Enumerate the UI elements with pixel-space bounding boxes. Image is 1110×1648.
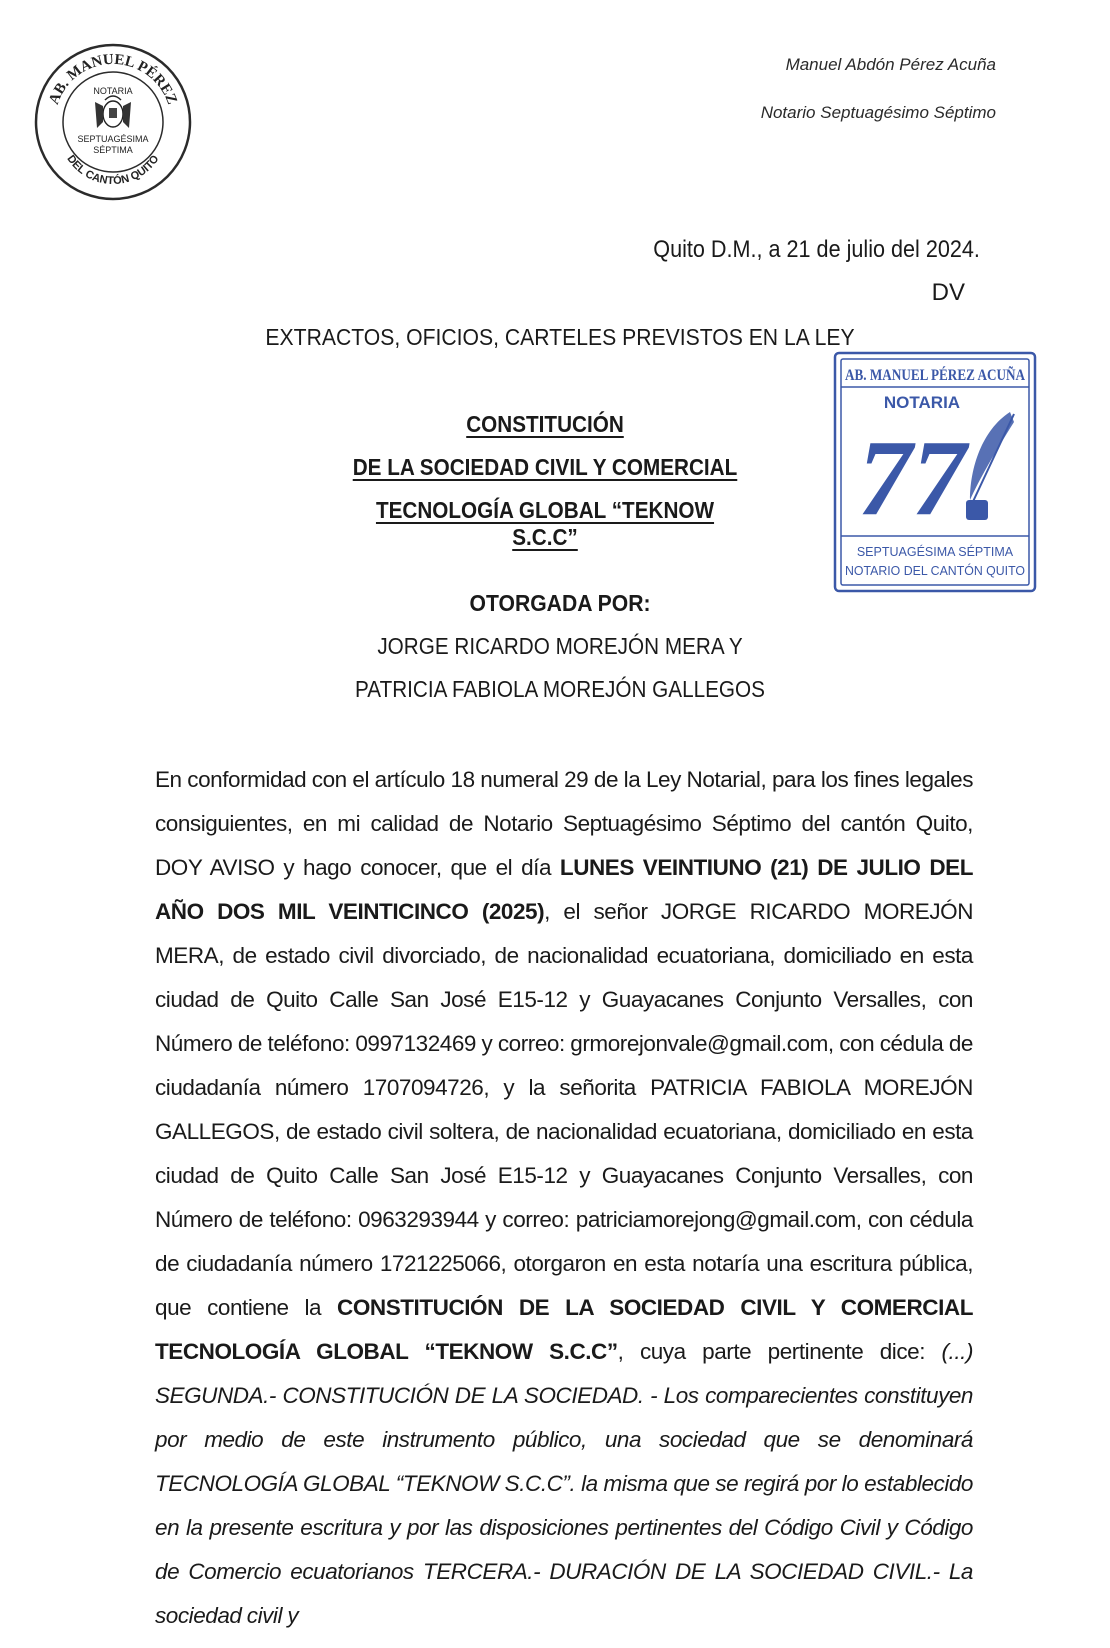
notary-role: Notario Septuagésimo Séptimo: [760, 103, 996, 122]
body-paragraph: [155, 758, 973, 1638]
body-text-2: , el señor JORGE RICARDO MOREJÓN MERA, de estado civil divorciado, de nacionalidad ecuatoriana, domiciliado en esta ciudad de Quito Calle San José E15-12 y Guayacanes Conjunto Versalles, con Número de teléfono: 0997132469 y correo: grmorejonvale@gmail.com, con cédula de ciudadanía número 1707094726, y la señorita PATRICIA FABIOLA MOREJÓN GALLEGOS, de estado civil soltera, de nacionalidad ecuatoriana, domiciliado en esta ciudad de Quito Calle San José E15-12 y Guayacanes Conjunto Versalles, con Número de teléfono: 0963293944 y correo: patriciamorejong@gmail.com, con cédula de ciudadanía número 1721225066, otorgaron en esta notaría una escritura pública, que contiene la: [155, 899, 973, 1320]
body-italic-clause: (...) SEGUNDA.- CONSTITUCIÓN DE LA SOCIEDAD. - Los comparecientes constituyen por medio de este instrumento público, una sociedad que se denominará TECNOLOGÍA GLOBAL “TEKNOW S.C.C”. la misma que se regirá por lo establecido en la presente escritura y por las disposiciones pertinentes del Código Civil y Código de Comercio ecuatorianos TERCERA.- DURACIÓN DE LA SOCIEDAD CIVIL.- La sociedad civil y: [155, 1339, 974, 1628]
body-text-1: En conformidad con el artículo 18 numeral 29 de la Ley Notarial, para los fines legales consiguientes, en mi calidad de Notario Septuagésimo Séptimo del cantón Quito, DOY AVISO y hago conocer, que el día: [155, 767, 973, 880]
notary-round-seal: [33, 42, 193, 202]
stamp-name: AB. MANUEL PÉREZ ACUÑA: [845, 367, 1064, 384]
notary-square-stamp: [832, 350, 1064, 594]
seal-bottom-text: DEL CANTÓN QUITO: [64, 153, 162, 188]
extract-heading: EXTRACTOS, OFICIOS, CARTELES PREVISTOS EN LA LEY: [265, 324, 855, 350]
seal-center-bottom-1: SEPTUAGÉSIMA: [77, 134, 149, 144]
seal-center-bottom-2: SÉPTIMA: [93, 145, 133, 155]
body-text-3: , cuya parte pertinente dice:: [617, 1339, 942, 1364]
seal-center-top: NOTARIA: [93, 86, 133, 96]
stamp-label: NOTARIA: [883, 393, 961, 412]
title-line-1: CONSTITUCIÓN: [466, 411, 624, 437]
quill-pen-icon: [966, 412, 1014, 520]
stamp-number: 77: [858, 419, 966, 538]
coat-of-arms-icon: [95, 96, 131, 128]
notary-name: Manuel Abdón Pérez Acuña: [785, 55, 996, 74]
initials: DV: [931, 279, 965, 306]
stamp-footer-2: NOTARIO DEL CANTÓN QUITO: [845, 564, 1028, 578]
title-line-3: TECNOLOGÍA GLOBAL “TEKNOW S.C.C”: [375, 497, 715, 550]
granted-by-label: OTORGADA POR:: [469, 590, 651, 616]
grantor-2: PATRICIA FABIOLA MOREJÓN GALLEGOS: [355, 676, 765, 702]
grantor-1: JORGE RICARDO MOREJÓN MERA Y: [377, 633, 743, 659]
stamp-footer-1: SEPTUAGÉSIMA SÉPTIMA: [856, 545, 1014, 559]
date-line: Quito D.M., a 21 de julio del 2024.: [653, 236, 980, 263]
body-bold-date: LUNES VEINTIUNO (21) DE JULIO DEL AÑO DOS MIL VEINTICINCO (2025): [155, 855, 974, 924]
seal-top-text: AB. MANUEL PÉREZ: [46, 51, 180, 107]
title-line-2: DE LA SOCIEDAD CIVIL Y COMERCIAL: [352, 454, 738, 480]
body-bold-company: CONSTITUCIÓN DE LA SOCIEDAD CIVIL Y COMERCIAL TECNOLOGÍA GLOBAL “TEKNOW S.C.C”: [155, 1295, 973, 1364]
